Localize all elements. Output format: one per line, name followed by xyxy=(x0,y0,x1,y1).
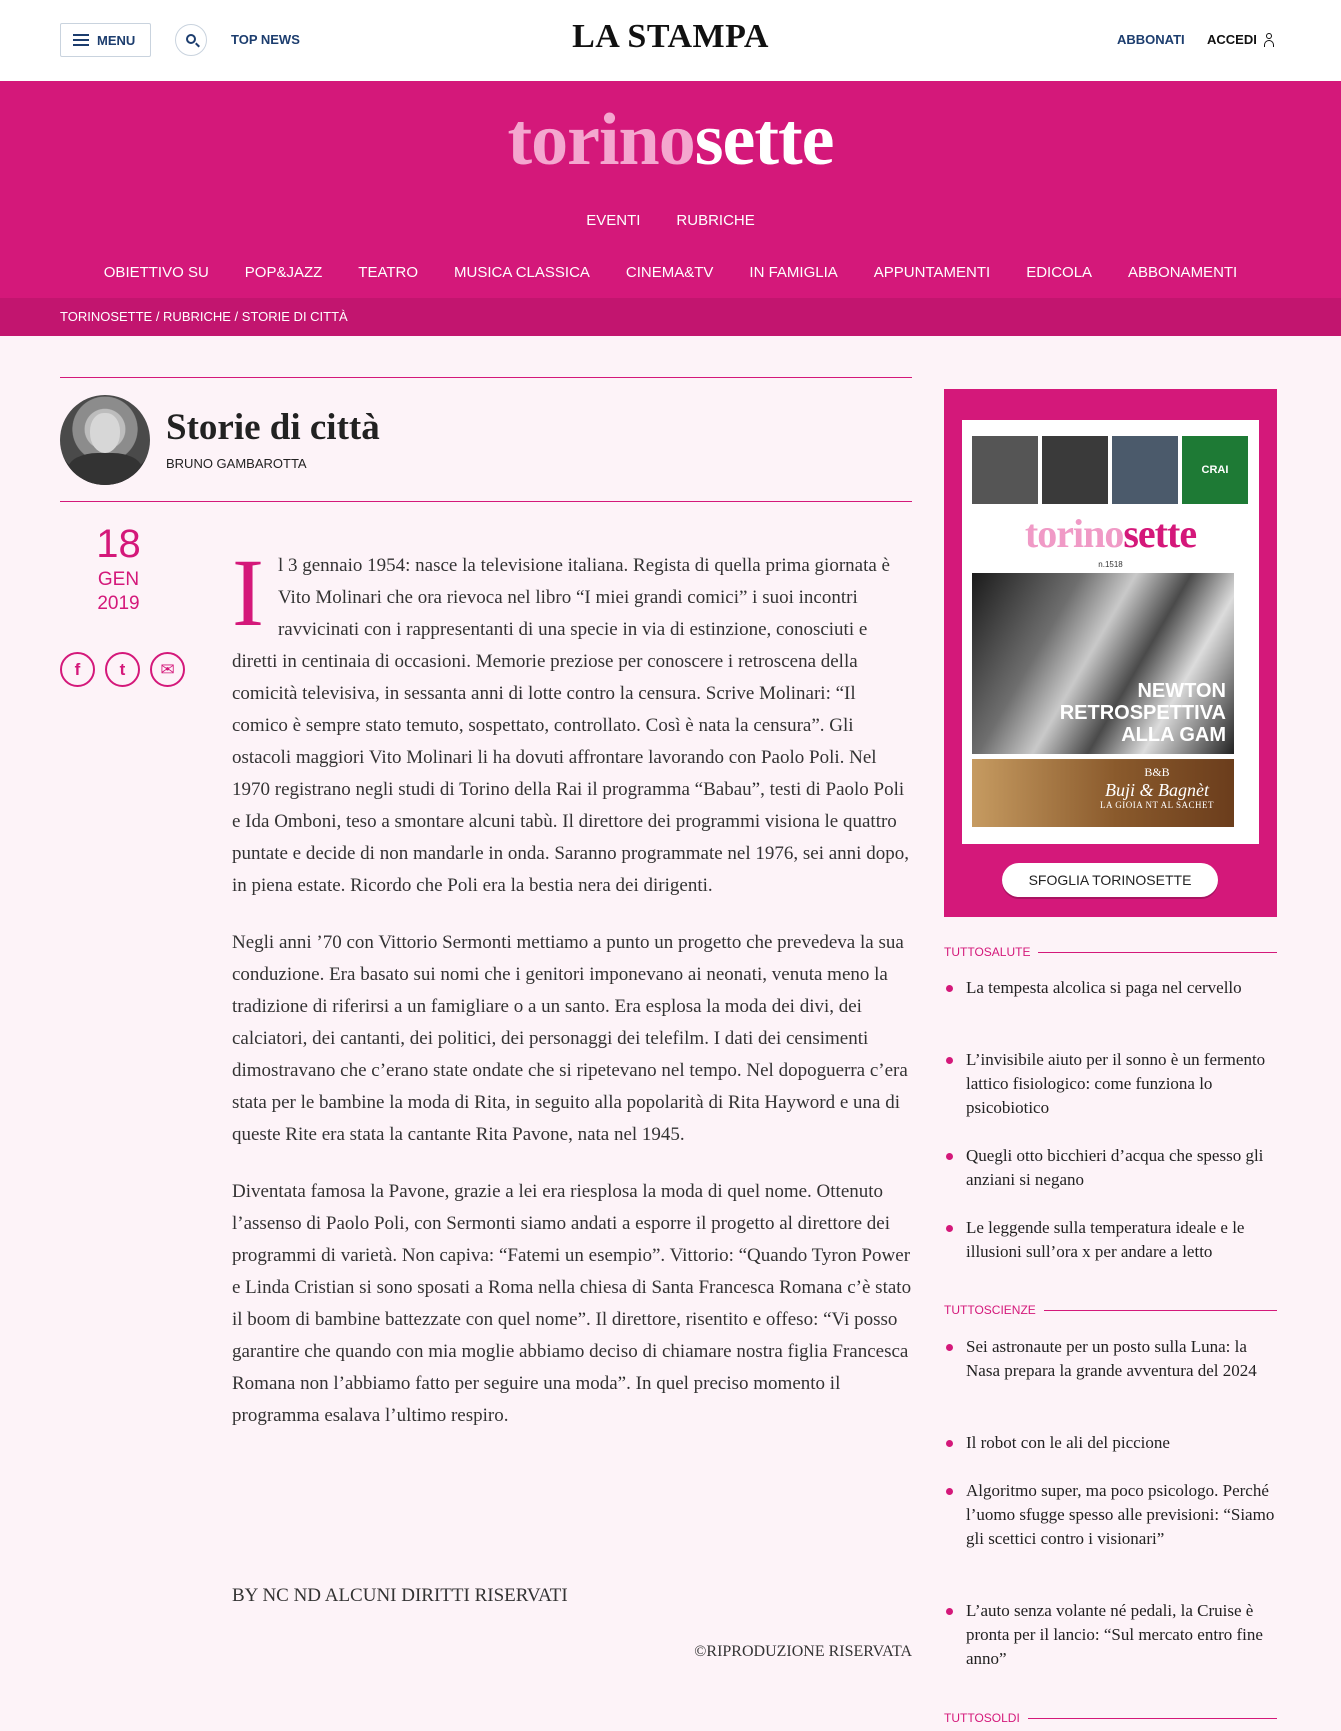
paragraph: Negli anni ’70 con Vittorio Sermonti mettiamo a punto un progetto che prevedeva la sua conduzione. Era basato sui nomi che i genitori imponevano ai neonati, venuta meno la tradizione di riferirsi a un famigliare o a un santo. Era esplosa la moda dei divi, dei calciatori, dei cantanti, dei politici, dei personaggi dei telefilm. I dati dei censimenti dimostravano che c’erano state ondate che si ripetevano nel tempo. Nel dopoguerra c’era stata per le bambine la moda di Rita, in seguito alla popolarità di Rita Hayword e una di queste Rite era stata la cantante Rita Pavone, nata nel 1945. xyxy=(232,932,908,1145)
nav-in-famiglia[interactable]: IN FAMIGLIA xyxy=(749,264,838,281)
list-item[interactable]: Quegli otto bicchieri d’acqua che spesso gli anziani si negano xyxy=(966,1144,1277,1192)
abbonati-link[interactable]: ABBONATI xyxy=(1117,32,1185,47)
twitter-icon: t xyxy=(119,659,126,679)
menu-label: MENU xyxy=(97,32,136,48)
date-month: GEN xyxy=(97,569,140,590)
accedi-label: ACCEDI xyxy=(1207,32,1257,47)
cover-headline: NEWTON RETROSPETTIVA ALLA GAM xyxy=(1059,680,1226,746)
section-heading-tuttosalute[interactable]: TUTTOSALUTE xyxy=(944,945,1277,959)
crai-logo: CRAI xyxy=(1182,436,1248,504)
cover-photo xyxy=(972,573,1234,754)
paragraph: Diventata famosa la Pavone, grazie a lei era riesplosa la moda di quel nome. Ottenuto l’assenso di Paolo Poli, con Sermonti siamo andati a esporre il progetto al direttore dei programmi di varietà. Non capiva: “Fatemi un esempio”. Vittorio: “Quando Tyron Power e Linda Cristian si sono sposati a Roma nella chiesa di Santa Francesca Romana c’è stato il boom di bambine battezzate con quel nome”. Il direttore, risentito e offeso: “Vi posso garantire che quando con mia moglie abbiamo deciso di chiamare nostra figlia Francesca Romana non l’abbiamo fatto per seguire una moda”. In quel preciso momento il programma esalava l’ultimo respiro. xyxy=(232,1181,912,1426)
brand-part-2: sette xyxy=(694,99,834,181)
nav-edicola[interactable]: EDICOLA xyxy=(1026,264,1093,281)
top-news-link[interactable]: TOP NEWS xyxy=(231,32,300,47)
nav-obiettivo-su[interactable]: OBIETTIVO SU xyxy=(103,264,209,281)
subnav-eventi[interactable]: EVENTI xyxy=(586,212,641,229)
cover-brand: torinosette xyxy=(1024,511,1197,556)
drop-cap: I xyxy=(232,539,264,646)
section-subnav xyxy=(0,212,1341,229)
twitter-share-button[interactable] xyxy=(105,652,140,687)
cover-thumbnails xyxy=(972,436,1248,504)
list-item[interactable]: L’invisibile aiuto per il sonno è un fermento lattico fisiologico: come funziona lo psicobiotico xyxy=(966,1048,1277,1120)
paragraph: Il 3 gennaio 1954: nasce la televisione italiana. Regista di quella prima giornata è Vito Molinari che ora rievoca nel libro “I miei grandi comici” i suoi incontri ravvicinati con i rappresentanti di una specie in via di estinzione, conosciuti e diretti in centinaia di occasioni. Memorie preziose per conoscere i retroscena della comicità televisiva, in sessanta anni di lotte contro la censura. Scrive Molinari: “Il comico è sempre stato temuto, sospettato, controllato. Così è nata la censura”. Gli ostacoli maggiori Vito Molinari li ha dovuti affrontare lavorando con Paolo Poli. Nel 1970 registrano negli studi di Torino della Rai il programma “Babau”, testi di Paolo Poli e Ida Omboni, teso a smontare alcuni tabù. Il direttore dei programmi visiona le quattro puntate e decide di non mandarle in onda. Saranno programmate nel 1976, sei anni dopo, in piena estate. Ricordo che Poli era la bestia nera dei dirigenti. xyxy=(232,539,909,896)
cover-advert: B&B Buji & Bagnèt LA GIOIA NT AL SACHET xyxy=(972,759,1234,827)
date-year: 2019 xyxy=(97,593,140,614)
sfoglia-button[interactable]: SFOGLIA TORINOSETTE xyxy=(1002,863,1218,897)
magazine-cover[interactable] xyxy=(962,420,1259,844)
section-mainnav xyxy=(0,264,1341,281)
email-icon: ✉ xyxy=(160,659,175,679)
section-heading-tuttosoldi[interactable]: TUTTOSOLDI xyxy=(944,1711,1277,1725)
user-icon xyxy=(1263,33,1275,47)
subnav-rubriche[interactable]: RUBRICHE xyxy=(676,212,755,229)
magazine-promo xyxy=(944,389,1277,917)
la-stampa-logo[interactable]: LA STAMPA xyxy=(572,18,769,55)
nav-pop-jazz[interactable]: POP&JAZZ xyxy=(244,264,323,281)
list-item[interactable]: Il robot con le ali del piccione xyxy=(966,1431,1277,1455)
section-header xyxy=(0,81,1341,298)
list-item[interactable]: Sei astronaute per un posto sulla Luna: la Nasa prepara la grande avventura del 2024 xyxy=(966,1335,1277,1383)
section-heading-tuttoscienze[interactable]: TUTTOSCIENZE xyxy=(944,1303,1277,1317)
article-body xyxy=(232,539,912,1457)
nav-abbonamenti[interactable]: ABBONAMENTI xyxy=(1128,264,1238,281)
list-item[interactable]: L’auto senza volante né pedali, la Cruise è pronta per il lancio: “Sul mercato entro fine anno” xyxy=(966,1599,1277,1671)
facebook-icon: f xyxy=(74,659,81,679)
list-item[interactable]: La tempesta alcolica si paga nel cervello xyxy=(966,976,1277,1000)
facebook-share-button[interactable] xyxy=(60,652,95,687)
nav-cinema-tv[interactable]: CINEMA&TV xyxy=(625,264,714,281)
divider xyxy=(60,377,912,378)
date-day: 18 xyxy=(96,522,141,566)
brand-part-1: torino xyxy=(507,99,695,181)
nav-teatro[interactable]: TEATRO xyxy=(358,264,419,281)
article-author[interactable]: BRUNO GAMBAROTTA xyxy=(166,456,307,471)
article-title: Storie di città xyxy=(166,407,380,448)
nav-appuntamenti[interactable]: APPUNTAMENTI xyxy=(873,264,991,281)
list-item[interactable]: Algoritmo super, ma poco psicologo. Perché l’uomo sfugge spesso alle previsioni: “Siamo gli scettici contro i visionari” xyxy=(966,1479,1277,1551)
email-share-button[interactable] xyxy=(150,652,185,687)
copyright-note: ©RIPRODUZIONE RISERVATA xyxy=(694,1643,912,1660)
divider xyxy=(60,501,912,502)
author-avatar xyxy=(60,395,150,485)
list-item[interactable]: Le leggende sulla temperatura ideale e le illusioni sull’ora x per andare a letto xyxy=(966,1216,1277,1264)
nav-musica-classica[interactable]: MUSICA CLASSICA xyxy=(454,264,590,281)
torinosette-logo[interactable] xyxy=(0,99,1341,181)
breadcrumb[interactable]: TORINOSETTE / RUBRICHE / STORIE DI CITTÀ xyxy=(60,309,348,324)
top-header xyxy=(0,0,1341,81)
accedi-link[interactable] xyxy=(1207,32,1275,47)
license-note: BY NC ND ALCUNI DIRITTI RISERVATI xyxy=(232,1585,568,1606)
cover-issue-number: n.1518 xyxy=(1098,560,1123,569)
breadcrumb-bar xyxy=(0,298,1341,336)
